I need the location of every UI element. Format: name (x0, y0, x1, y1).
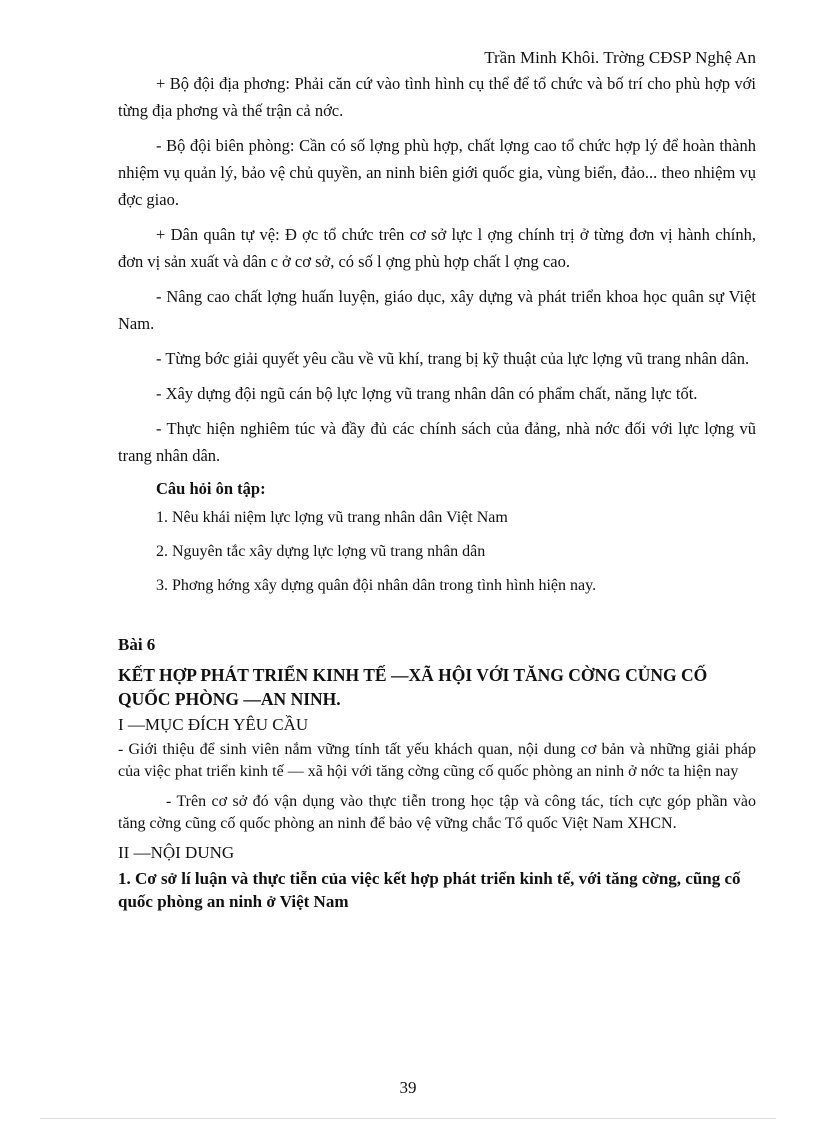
review-question: 1. Nêu khái niệm lực lợng vũ trang nhân dân Việt Nam (156, 509, 508, 526)
paragraph: - Giới thiệu để sinh viên nắm vững tính tất yếu khách quan, nội dung cơ bản và những giải pháp của việc phat triển kinh tế — xã hội với tăng cờng cũng cố quốc phòng an ninh ở nớc ta hiện nay (118, 741, 756, 780)
review-question: 2. Nguyên tắc xây dựng lực lợng vũ trang nhân dân (156, 543, 486, 560)
review-question: 3. Phơng hớng xây dựng quân đội nhân dân trong tình hình hiện nay. (156, 577, 597, 594)
paragraph: - Từng bớc giải quyết yêu cầu về vũ khí, trang bị kỹ thuật của lực lợng vũ trang nhân dân. (156, 349, 750, 368)
page-content (118, 70, 756, 913)
page-number: 39 (399, 1078, 417, 1097)
section-heading: I —MỤC ĐÍCH YÊU CẦU (118, 715, 309, 734)
page-header: Trần Minh Khôi. Trờng CĐSP Nghệ An (484, 48, 756, 67)
section-heading: II —NỘI DUNG (118, 843, 235, 862)
page-bottom-divider (40, 1118, 776, 1119)
paragraph: + Dân quân tự vệ: Đ ợc tổ chức trên cơ sở lực l ợng chính trị ở từng đơn vị hành chính, đơn vị sản xuất và dân c ở cơ sở, có số l ợng phù hợp chất l ợng cao. (118, 225, 756, 271)
paragraph: - Nâng cao chất lợng huấn luyện, giáo dục, xây dựng và phát triển khoa học quân sự Việt Nam. (118, 287, 756, 333)
subsection-heading: 1. Cơ sở lí luận và thực tiễn của việc kết hợp phát triển kinh tế, với tăng cờng, cũng cố quốc phòng an ninh ở Việt Nam (118, 869, 741, 911)
review-title: Câu hỏi ôn tập: (156, 479, 266, 498)
lesson-title: KẾT HỢP PHÁT TRIỂN KINH TẾ —XÃ HỘI VỚI TĂNG CỜNG CỦNG CỐ QUỐC PHÒNG —AN NINH. (118, 665, 708, 709)
paragraph: - Xây dựng đội ngũ cán bộ lực lợng vũ trang nhân dân có phẩm chất, năng lực tốt. (156, 384, 698, 403)
lesson-label: Bài 6 (118, 635, 156, 654)
paragraph: + Bộ đội địa phơng: Phải căn cứ vào tình hình cụ thể để tổ chức và bố trí cho phù hợp với từng địa phơng và thế trận cả nớc. (118, 74, 756, 120)
paragraph: - Thực hiện nghiêm túc và đầy đủ các chính sách của đảng, nhà nớc đối với lực lợng vũ trang nhân dân. (118, 419, 756, 465)
paragraph: - Bộ đội biên phòng: Cần có số lợng phù hợp, chất lợng cao tổ chức hợp lý để hoàn thành nhiệm vụ quản lý, bảo vệ chủ quyền, an ninh biên giới quốc gia, vùng biển, đảo... theo nhiệm vụ đợc giao. (118, 136, 756, 209)
paragraph: - Trên cơ sở đó vận dụng vào thực tiễn trong học tập và công tác, tích cực góp phần vào tăng cờng cũng cố quốc phòng an ninh để bảo vệ vững chắc Tổ quốc Việt Nam XHCN. (118, 793, 756, 832)
